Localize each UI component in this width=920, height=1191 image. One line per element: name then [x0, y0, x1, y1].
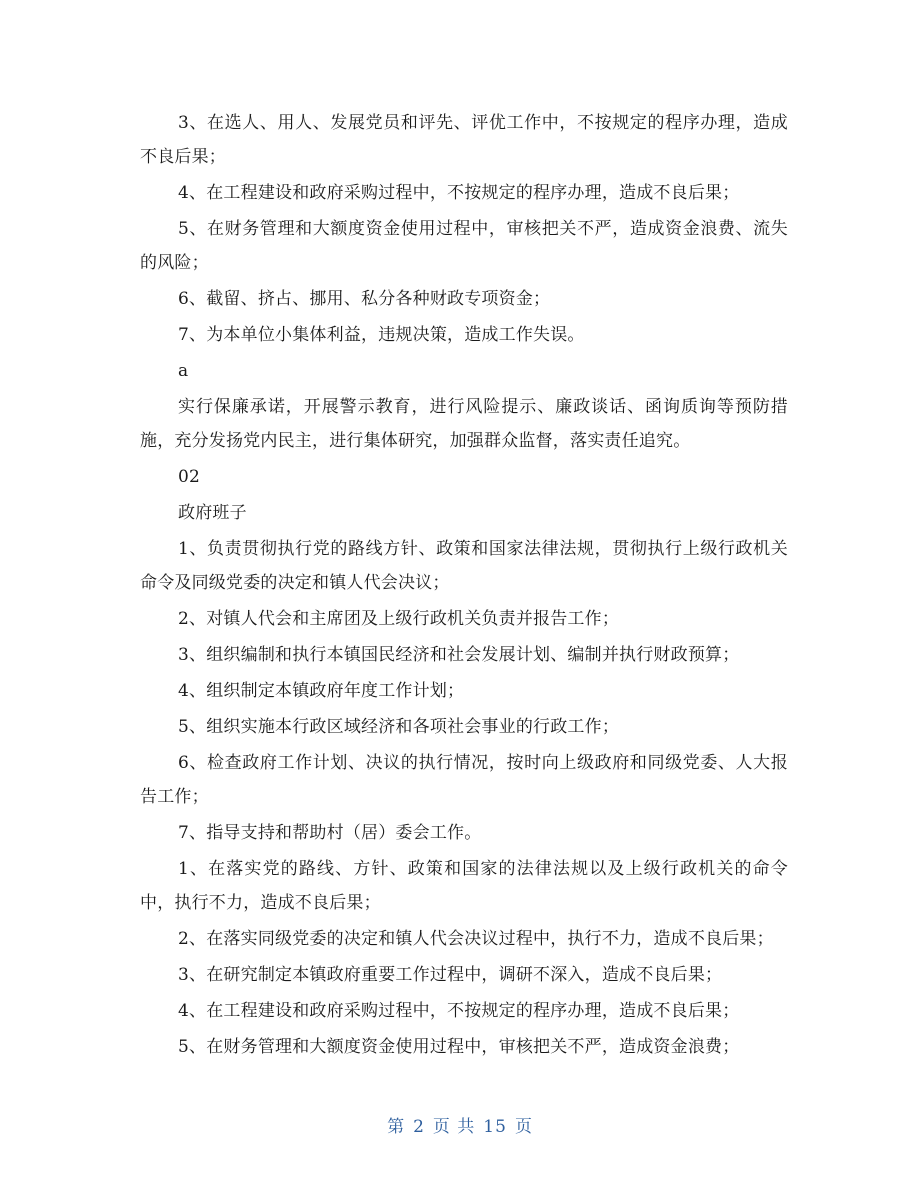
paragraph: 实行保廉承诺，开展警示教育，进行风险提示、廉政谈话、函询质询等预防措施，充分发扬党内民主，进行集体研究，加强群众监督，落实责任追究。 — [140, 397, 788, 451]
footer-prefix: 第 — [387, 1117, 406, 1137]
page-footer — [0, 1112, 920, 1137]
paragraph: 4、在工程建设和政府采购过程中，不按规定的程序办理，造成不良后果； — [178, 183, 740, 203]
paragraph: 2、在落实同级党委的决定和镇人代会决议过程中，执行不力，造成不良后果； — [178, 929, 774, 949]
paragraph: 5、组织实施本行政区域经济和各项社会事业的行政工作； — [178, 717, 620, 737]
paragraph: 5、在财务管理和大额度资金使用过程中，审核把关不严，造成资金浪费、流失的风险； — [140, 219, 788, 273]
paragraph: 4、组织制定本镇政府年度工作计划； — [178, 681, 465, 701]
paragraph: 1、在落实党的路线、方针、政策和国家的法律法规以及上级行政机关的命令中，执行不力，造成不良后果； — [140, 859, 788, 913]
total-page-count: 15 — [483, 1117, 507, 1137]
paragraph: 3、在研究制定本镇政府重要工作过程中，调研不深入，造成不良后果； — [178, 965, 723, 985]
paragraph: 1、负责贯彻执行党的路线方针、政策和国家法律法规，贯彻执行上级行政机关命令及同级党委的决定和镇人代会决议； — [140, 539, 788, 593]
paragraph: 6、截留、挤占、挪用、私分各种财政专项资金； — [178, 289, 551, 309]
footer-suffix: 页 — [514, 1117, 533, 1137]
section-marker: a — [178, 361, 189, 381]
paragraph: 3、组织编制和执行本镇国民经济和社会发展计划、编制并执行财政预算； — [178, 645, 740, 665]
footer-middle: 页 共 — [432, 1117, 476, 1137]
paragraph: 5、在财务管理和大额度资金使用过程中，审核把关不严，造成资金浪费； — [178, 1037, 740, 1057]
paragraph: 6、检查政府工作计划、决议的执行情况，按时向上级政府和同级党委、人大报告工作； — [140, 753, 788, 807]
paragraph: 7、指导支持和帮助村（居）委会工作。 — [178, 823, 482, 843]
section-number: 02 — [178, 467, 201, 487]
document-body — [140, 106, 788, 1066]
current-page-number: 2 — [413, 1117, 425, 1137]
paragraph: 4、在工程建设和政府采购过程中，不按规定的程序办理，造成不良后果； — [178, 1001, 740, 1021]
paragraph: 3、在选人、用人、发展党员和评先、评优工作中，不按规定的程序办理，造成不良后果； — [140, 113, 788, 167]
paragraph: 2、对镇人代会和主席团及上级行政机关负责并报告工作； — [178, 609, 620, 629]
paragraph: 7、为本单位小集体利益，违规决策，造成工作失误。 — [178, 325, 585, 345]
section-heading: 政府班子 — [178, 503, 247, 523]
